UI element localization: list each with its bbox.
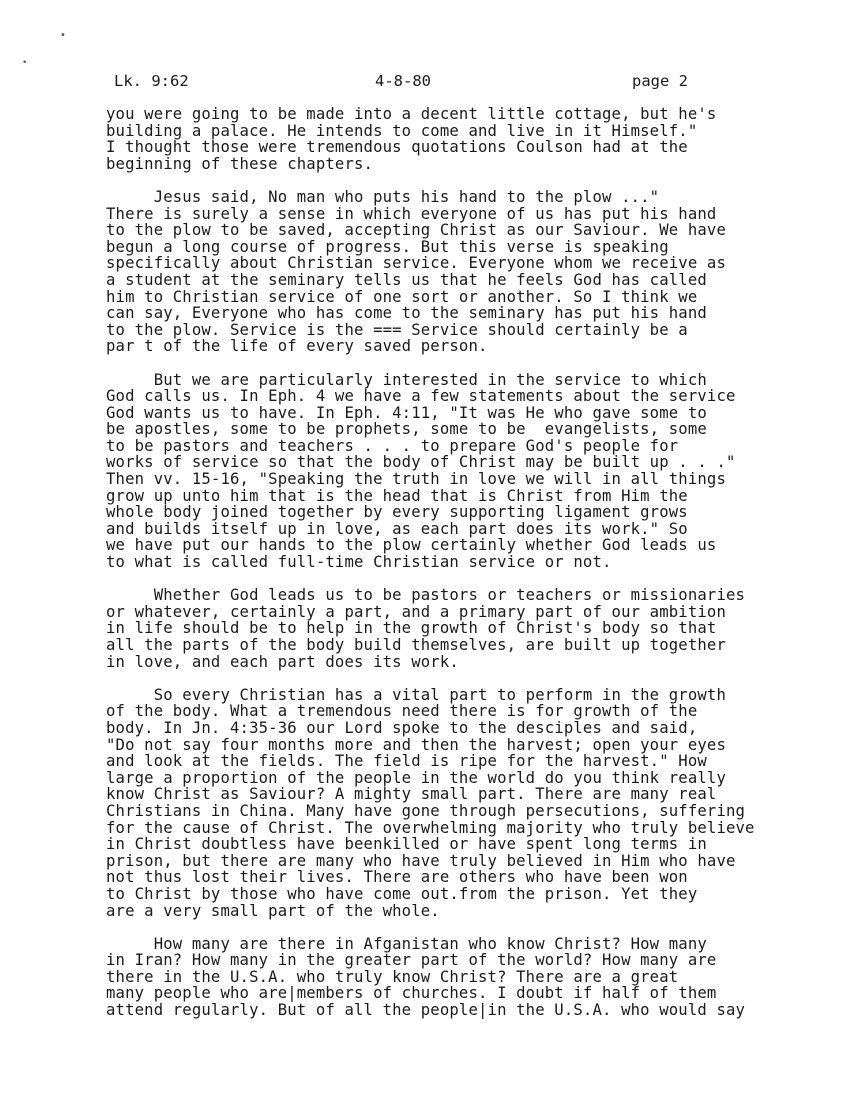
text-line: works of service so that the body of Christ may be built up . . ." [106, 453, 736, 472]
text-line: specifically about Christian service. Everyone whom we receive as [106, 254, 726, 273]
stray-mark: • [22, 58, 28, 68]
text-line: But we are particularly interested in the service to which [106, 370, 707, 389]
text-line: whole body joined together by every supporting ligament grows [106, 503, 688, 522]
text-line: we have put our hands to the plow certainly whether God leads us [106, 536, 717, 555]
text-line: grow up unto him that is the head that is Christ from Him the [106, 486, 688, 505]
text-line: prison, but there are many who have truly believed in Him who have [106, 851, 736, 870]
stray-mark: • [60, 30, 66, 41]
text-line: There is surely a sense in which everyone of us has put his hand [106, 204, 717, 223]
text-line: all the parts of the body build themselves, are built up together [106, 636, 726, 654]
text-line: So every Christian has a vital part to perform in the growth [106, 685, 726, 704]
text-line: God wants us to have. In Eph. 4:11, "It was He who gave some to [106, 403, 707, 422]
text-line: in life should be to help in the growth of Christ's body so that [106, 619, 717, 638]
text-line: a student at the seminary tells us that he feels God has called [106, 270, 707, 289]
text-line: are a very small part of the whole. [106, 901, 440, 920]
text-line: to what is called full-time Christian service or not. [106, 553, 612, 572]
text-line: or whatever, certainly a part, and a primary part of our ambition [106, 602, 726, 621]
text-line: Whether God leads us to be pastors or teachers or missionaries [106, 586, 746, 605]
document-body [106, 106, 846, 1035]
text-line: to the plow. Service is the === Service should certainly be a [106, 320, 688, 339]
text-line: in love, and each part does its work. [106, 652, 459, 671]
text-line: large a proportion of the people in the world do you think really [106, 768, 726, 787]
paragraph [106, 372, 846, 571]
text-line: many people who are|members of churches. I doubt if half of them [106, 984, 717, 1003]
text-line: not thus lost their lives. There are others who have been won [106, 868, 688, 887]
paragraph [106, 936, 846, 1019]
text-line: there in the U.S.A. who truly know Christ? There are a great [106, 967, 679, 986]
text-line: you were going to be made into a decent little cottage, but he's [106, 105, 717, 123]
page-number: page 2 [632, 72, 688, 90]
text-line: begun a long course of progress. But this verse is speaking [106, 237, 669, 256]
text-line: body. In Jn. 4:35-36 our Lord spoke to the desciples and said, [106, 718, 698, 737]
paragraph [106, 106, 846, 172]
page-date: 4-8-80 [375, 72, 431, 90]
text-line: I thought those were tremendous quotations Coulson had at the [106, 138, 688, 157]
text-line: of the body. What a tremendous need there is for growth of the [106, 702, 698, 721]
scripture-reference: Lk. 9:62 [114, 72, 189, 90]
paragraph [106, 587, 846, 670]
text-line: be apostles, some to be prophets, some to be evangelists, some [106, 420, 707, 439]
text-line: building a palace. He intends to come and live in it Himself." [106, 121, 698, 140]
page-header [114, 72, 734, 96]
text-line: and builds itself up in love, as each part does its work." So [106, 519, 688, 538]
text-line: "Do not say four months more and then the harvest; open your eyes [106, 735, 726, 754]
text-line: par t of the life of every saved person. [106, 337, 488, 356]
text-line: Then vv. 15-16, "Speaking the truth in love we will in all things [106, 470, 726, 489]
text-line: to the plow to be saved, accepting Christ as our Saviour. We have [106, 221, 726, 240]
text-line: in Iran? How many in the greater part of the world? How many are [106, 951, 717, 970]
text-line: for the cause of Christ. The overwhelming majority who truly believe [106, 818, 755, 837]
text-line: God calls us. In Eph. 4 we have a few statements about the service [106, 387, 736, 406]
text-line: to Christ by those who have come out.from the prison. Yet they [106, 884, 698, 903]
text-line: can say, Everyone who has come to the seminary has put his hand [106, 304, 707, 323]
text-line: to be pastors and teachers . . . to prepare God's people for [106, 436, 679, 455]
text-line: and look at the fields. The field is ripe for the harvest." How [106, 752, 707, 771]
text-line: in Christ doubtless have beenkilled or have spent long terms in [106, 835, 707, 854]
text-line: Jesus said, No man who puts his hand to the plow ..." [106, 187, 660, 206]
text-line: attend regularly. But of all the people|in the U.S.A. who would say [106, 1001, 746, 1020]
paragraph [106, 189, 846, 355]
text-line: beginning of these chapters. [106, 154, 374, 173]
text-line: know Christ as Saviour? A mighty small part. There are many real [106, 785, 717, 804]
paragraph [106, 687, 846, 919]
text-line: How many are there in Afganistan who know Christ? How many [106, 934, 707, 953]
text-line: Christians in China. Many have gone through persecutions, suffering [106, 801, 746, 820]
text-line: him to Christian service of one sort or another. So I think we [106, 287, 698, 306]
